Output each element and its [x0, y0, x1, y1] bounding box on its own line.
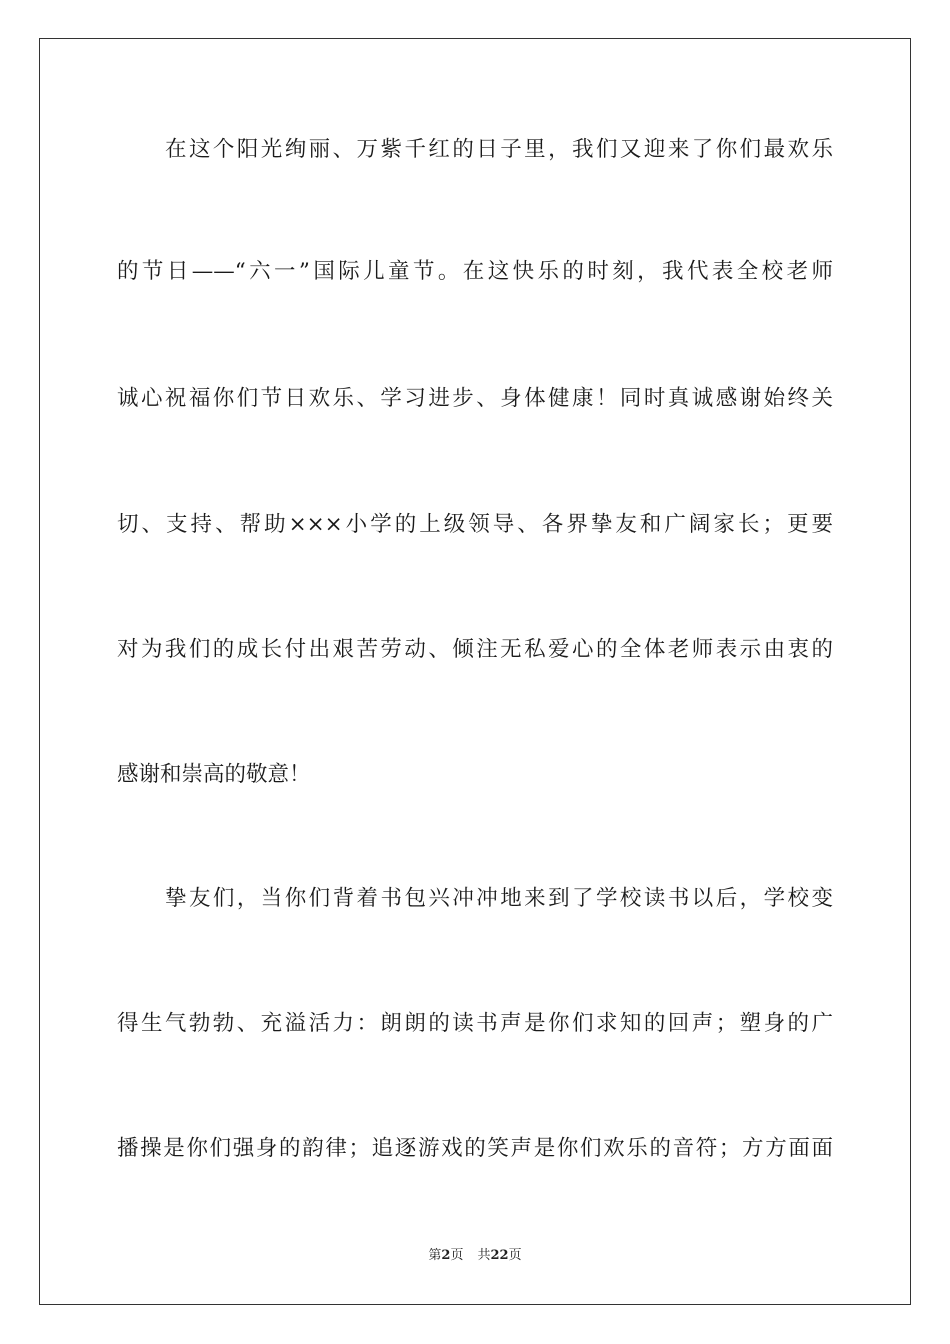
- page-number: 2: [441, 1248, 451, 1263]
- page-border: [39, 38, 911, 1305]
- paragraph-1-line-5: 对为我们的成长付出艰苦劳动、倾注无私爱心的全体老师表示由衷的: [117, 637, 833, 662]
- page-prefix: 第: [428, 1248, 442, 1263]
- paragraph-2-line-1: 挚友们，当你们背着书包兴冲冲地来到了学校读书以后，学校变: [165, 886, 833, 911]
- paragraph-1-line-6: 感谢和崇高的敬意！: [117, 762, 311, 787]
- paragraph-2-line-2: 得生气勃勃、充溢活力：朗朗的读书声是你们求知的回声；塑身的广: [117, 1011, 833, 1036]
- paragraph-1-line-2: 的节日——“六一”国际儿童节。在这快乐的时刻，我代表全校老师: [117, 259, 833, 284]
- paragraph-1-line-3: 诚心祝福你们节日欢乐、学习进步、身体健康！同时真诚感谢始终关: [117, 386, 833, 411]
- page-suffix: 页: [450, 1248, 464, 1263]
- total-pages: 22: [490, 1248, 509, 1263]
- paragraph-1-line-4: 切、支持、帮助×××小学的上级领导、各界挚友和广阔家长；更要: [117, 512, 833, 537]
- paragraph-2-line-3: 播操是你们强身的韵律；追逐游戏的笑声是你们欢乐的音符；方方面面: [117, 1136, 833, 1161]
- total-prefix: 共: [477, 1248, 491, 1263]
- page-footer: [0, 1247, 950, 1265]
- total-suffix: 页: [508, 1248, 522, 1263]
- paragraph-1-line-1: 在这个阳光绚丽、万紫千红的日子里，我们又迎来了你们最欢乐: [165, 137, 833, 162]
